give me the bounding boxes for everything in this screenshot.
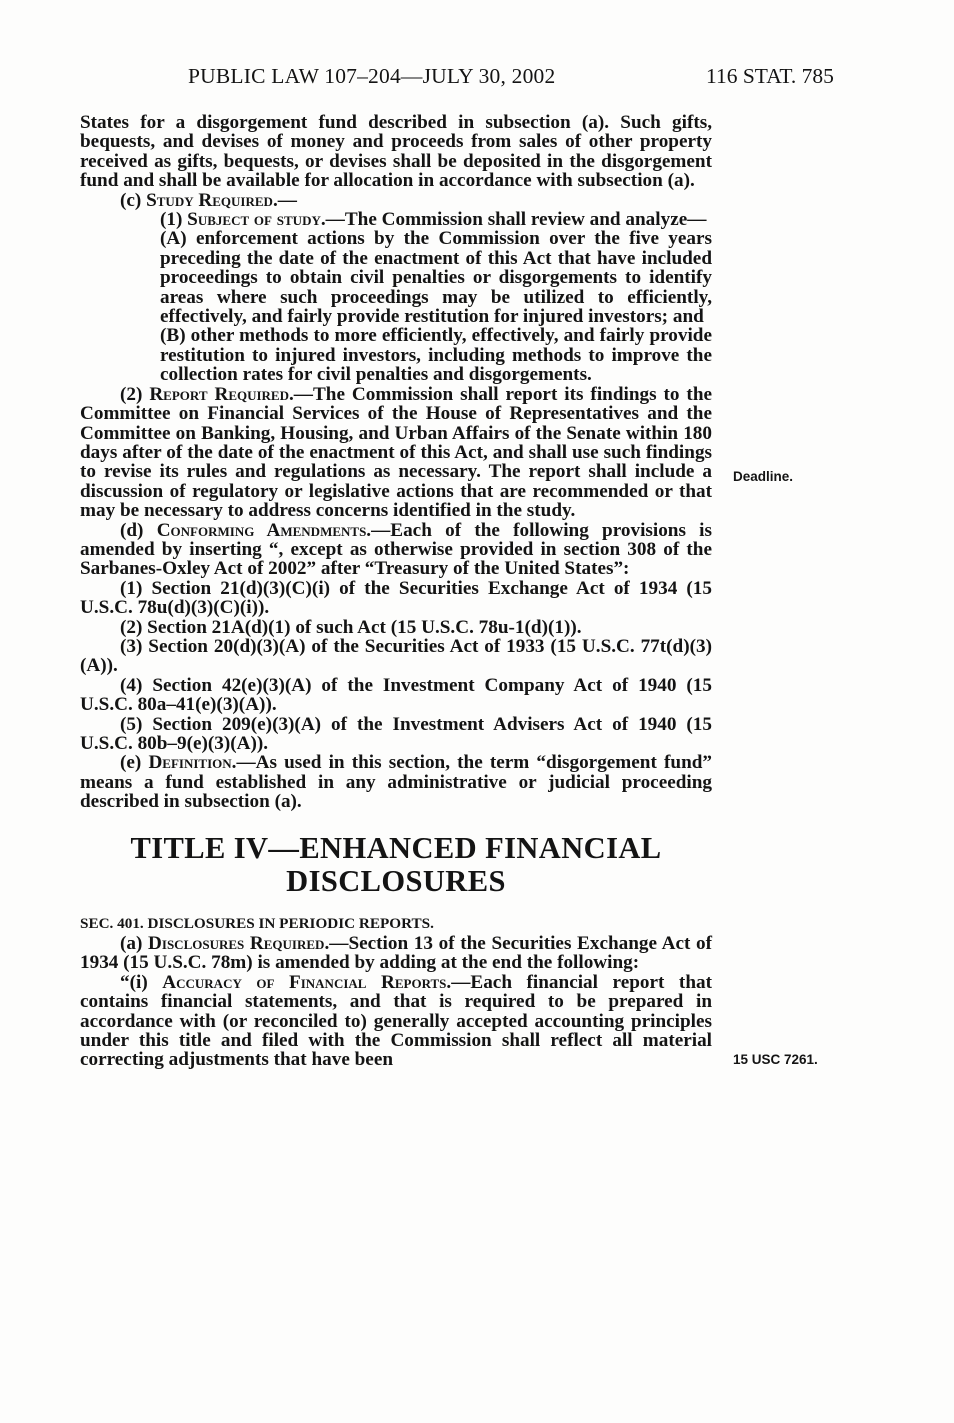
paragraph-d3: (3) Section 20(d)(3)(A) of the Securities Act of 1933 (15 U.S.C. 77t(d)(3)(A)). bbox=[80, 635, 712, 677]
title-heading: TITLE IV—ENHANCED FINANCIAL DISCLOSURES bbox=[130, 830, 662, 898]
paragraph-d1: (1) Section 21(d)(3)(C)(i) of the Securities Exchange Act of 1934 (15 U.S.C. 78u(d)(3)(C)(i)). bbox=[80, 577, 712, 619]
paragraph-i: “(i) Accuracy of Financial Reports.—Each financial report that contains financial statements, and that is required to be prepared in accordance with (or reconciled to) generally accepted accounting principles under this title and filed with the Commission shall reflect all material correcting adjustments that have been bbox=[80, 971, 712, 1071]
page-header-stat: 116 STAT. 785 bbox=[706, 64, 834, 88]
section-401-heading: SEC. 401. DISCLOSURES IN PERIODIC REPORTS. bbox=[80, 914, 434, 932]
paragraph-c2: (2) Report Required.—The Commission shall report its findings to the Committee on Financial Services of the House of Representatives and the Committee on Banking, Housing, and Urban Affairs of the Senate within 180 days after of the date of the enactment of this Act, and shall use such findings to revise its rules and regulations as necessary. The report shall include a discussion of regulatory or legislative actions that are recommended or that may be necessary to address concerns identified in the study. bbox=[80, 383, 713, 522]
page-header-title: PUBLIC LAW 107–204—JULY 30, 2002 bbox=[188, 64, 556, 88]
paragraph-gifts: States for a disgorgement fund described in subsection (a). Such gifts, bequests, and devises of money and proceeds from sales of other property received as gifts, bequests, or devises shall be deposited in the disgorgement fund and shall be available for allocation in accordance with subsection (a). bbox=[80, 112, 712, 192]
paragraph-d5: (5) Section 209(e)(3)(A) of the Investment Advisers Act of 1940 (15 U.S.C. 80b–9(e)(3)(A)). bbox=[80, 713, 712, 754]
subsection-e: (e) Definition.—As used in this section, the term “disgorgement fund” means a fund established in any administrative or judicial proceeding described in subsection (a). bbox=[80, 752, 713, 813]
document-body bbox=[80, 113, 712, 1070]
subsection-c-heading: (c) Study Required.— bbox=[120, 189, 297, 211]
paragraph-c1-A: (A) enforcement actions by the Commission over the five years preceding the date of the enactment of this Act that have included proceedings to obtain civil penalties or disgorgements to identify areas where such proceedings may be utilized to efficiently, effectively, and fairly provide restitution for injured investors; and bbox=[160, 228, 712, 328]
margin-note-deadline: Deadline. bbox=[733, 469, 794, 484]
subsection-a: (a) Disclosures Required.—Section 13 of the Securities Exchange Act of 1934 (15 U.S.C. 78m) is amended by adding at the end the following: bbox=[80, 933, 712, 974]
paragraph-c1: (1) Subject of study.—The Commission shall review and analyze— bbox=[160, 209, 707, 231]
paragraph-d4: (4) Section 42(e)(3)(A) of the Investment Company Act of 1940 (15 U.S.C. 80a–41(e)(3)(A)). bbox=[80, 674, 712, 716]
paragraph-c1-B: (B) other methods to more efficiently, effectively, and fairly provide restitution to injured investors, including methods to improve the collection rates for civil penalties and disgorgements. bbox=[160, 325, 712, 386]
subsection-d: (d) Conforming Amendments.—Each of the following provisions is amended by inserting “, except as otherwise provided in section 308 of the Sarbanes-Oxley Act of 2002” after “Treasury of the United States”: bbox=[80, 519, 712, 580]
paragraph-d2: (2) Section 21A(d)(1) of such Act (15 U.S.C. 78u-1(d)(1)). bbox=[120, 616, 582, 638]
margin-note-usc: 15 USC 7261. bbox=[733, 1052, 818, 1067]
